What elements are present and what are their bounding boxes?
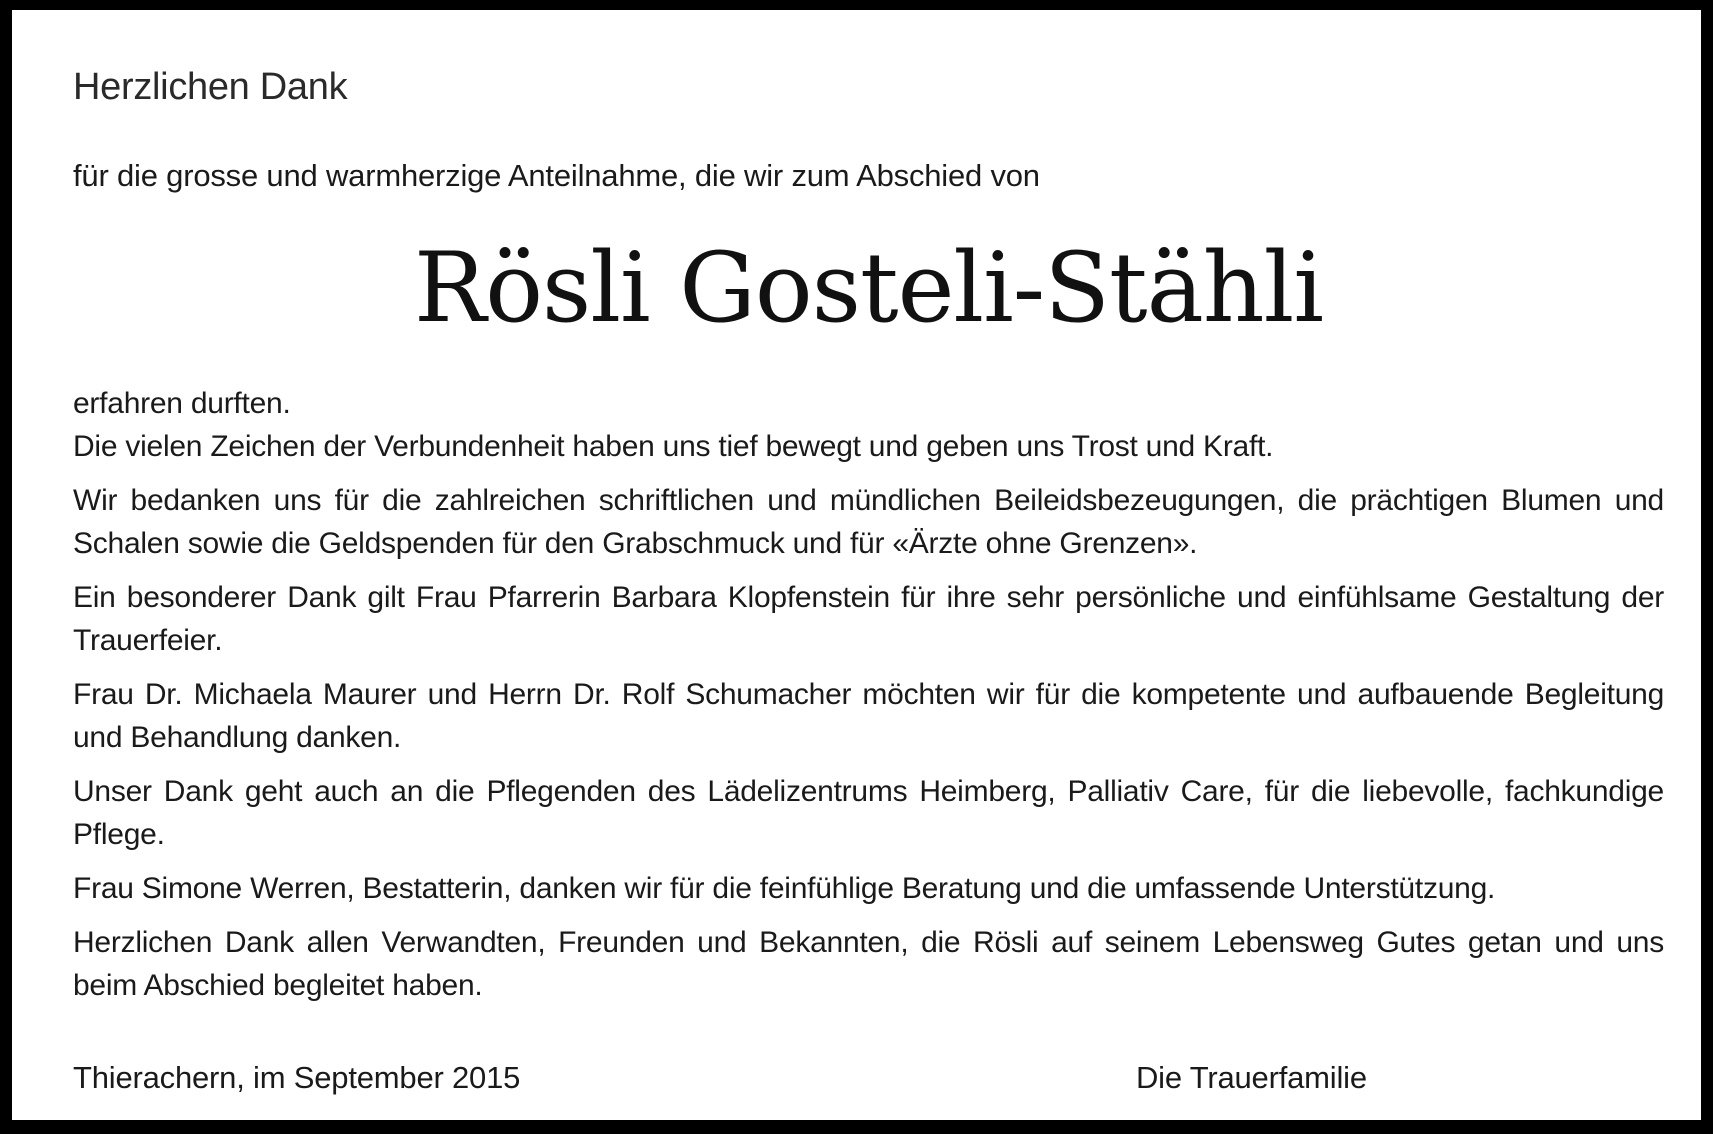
body-paragraph-7: Frau Simone Werren, Bestatterin, danken wir für die feinfühlige Beratung und die umfassende Unterstützung. <box>73 872 1496 905</box>
notice-body <box>73 382 1664 1018</box>
body-paragraph-3: Wir bedanken uns für die zahlreichen schriftlichen und mündlichen Beileidsbezeugungen, die prächtigen Blumen und Schalen sowie die Geldspenden für den Grabschmuck und für «Ärzte ohne Grenzen». <box>73 484 1664 560</box>
place-date: Thierachern, im September 2015 <box>73 1060 521 1095</box>
deceased-name: Rösli Gosteli-Stähli <box>413 232 1324 344</box>
notice-intro: für die grosse und warmherzige Anteilnahme, die wir zum Abschied von <box>73 158 1040 193</box>
body-paragraph-6: Unser Dank geht auch an die Pflegenden des Lädelizentrums Heimberg, Palliativ Care, für die liebevolle, fachkundige Pflege. <box>73 775 1664 851</box>
body-paragraph-4: Ein besonderer Dank gilt Frau Pfarrerin Barbara Klopfenstein für ihre sehr persönliche und einfühlsame Gestaltung der Trauerfeier. <box>73 581 1664 657</box>
body-paragraph-1: erfahren durften. <box>73 387 291 420</box>
signature: Die Trauerfamilie <box>1136 1060 1367 1095</box>
notice-heading: Herzlichen Dank <box>73 66 348 108</box>
body-paragraph-5: Frau Dr. Michaela Maurer und Herrn Dr. Rolf Schumacher möchten wir für die kompetente und aufbauende Begleitung und Behandlung danken. <box>73 678 1664 754</box>
body-paragraph-2: Die vielen Zeichen der Verbundenheit haben uns tief bewegt und geben uns Trost und Kraft. <box>73 430 1274 463</box>
body-paragraph-8: Herzlichen Dank allen Verwandten, Freunden und Bekannten, die Rösli auf seinem Lebensweg Gutes getan und uns beim Abschied begleitet haben. <box>73 926 1664 1002</box>
